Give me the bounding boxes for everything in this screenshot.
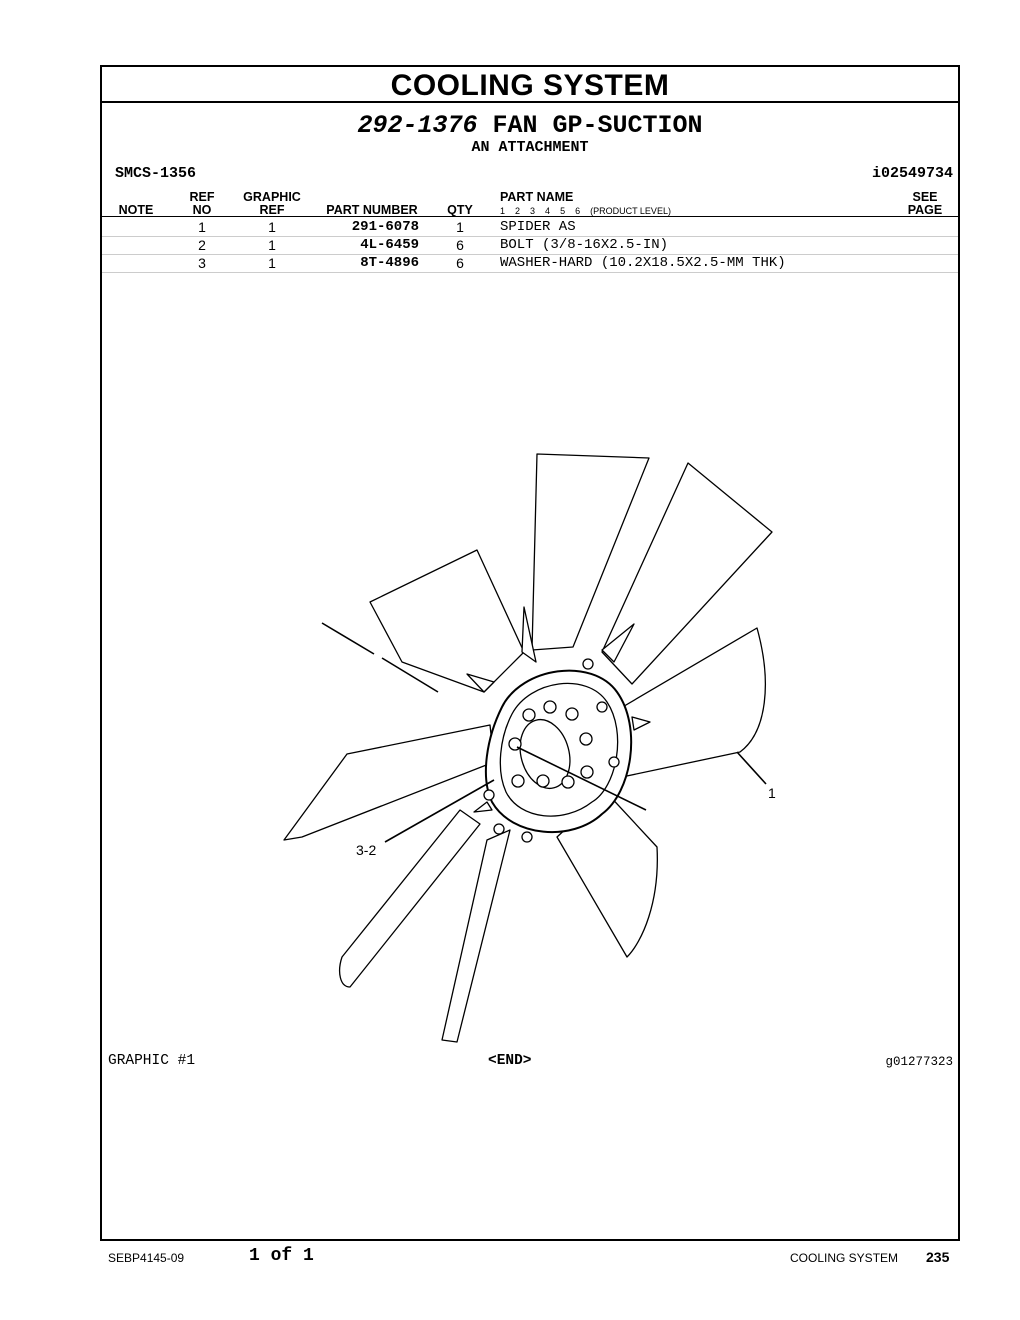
col-see-page-line2: PAGE [907,203,943,217]
ref-no: 3 [198,255,206,271]
col-qty-header: QTY [447,203,473,217]
footer-page-number: 235 [926,1249,950,1265]
graphic-code: g01277323 [885,1055,953,1069]
part-number[interactable]: 291-6078 [351,219,419,235]
callout-1: 1 [768,785,776,801]
group-subtitle: AN ATTACHMENT [471,139,589,156]
group-name: FAN GP-SUCTION [492,111,703,140]
col-ref-no-line1: REF [189,190,215,204]
graphic-label: GRAPHIC #1 [108,1053,196,1069]
col-part-name-header: PART NAME [500,190,574,204]
fan-blade [340,810,480,987]
col-ref-no-line2: NO [192,203,212,217]
part-name: WASHER-HARD (10.2X18.5X2.5-MM THK) [500,255,786,271]
section-title: COOLING SYSTEM [102,67,958,103]
graphic-ref: 1 [268,255,276,271]
footer-section: COOLING SYSTEM [790,1251,899,1265]
leader-line [322,623,374,654]
part-number[interactable]: 8T-4896 [360,255,419,271]
col-graphic-ref-line2: REF [259,203,285,217]
col-part-number-header: PART NUMBER [326,203,418,217]
illustration-id: i02549734 [871,165,953,182]
col-see-page-line1: SEE [912,190,938,204]
fan-blade [370,550,524,692]
product-level-label: (PRODUCT LEVEL) [590,206,671,216]
smcs-code: SMCS-1356 [115,165,197,182]
part-number[interactable]: 4L-6459 [360,237,419,253]
product-level-6: 6 [575,206,581,216]
graphic-ref: 1 [268,237,276,253]
product-level-5: 5 [560,206,566,216]
product-level-3: 3 [530,206,536,216]
product-level-4: 4 [545,206,551,216]
qty: 1 [456,219,464,235]
product-level-1: 1 [500,206,506,216]
ref-no: 1 [198,219,206,235]
ref-no: 2 [198,237,206,253]
spider-tip [474,802,492,812]
callout-3-2: 3-2 [356,842,377,858]
part-name: BOLT (3/8-16X2.5-IN) [500,237,669,253]
col-graphic-ref-line1: GRAPHIC [243,190,301,204]
footer-page-of: 1 of 1 [249,1246,314,1266]
parts-page-frame [100,65,960,1241]
footer-doc-number: SEBP4145-09 [108,1251,185,1265]
fan-blade [442,830,510,1042]
product-level-2: 2 [515,206,521,216]
end-mark: <END> [488,1053,532,1069]
group-number[interactable]: 292-1376 [357,111,478,140]
part-name: SPIDER AS [500,219,576,235]
graphic-ref: 1 [268,219,276,235]
col-note-header: NOTE [118,203,154,217]
leader-line [737,752,766,784]
qty: 6 [456,237,464,253]
qty: 6 [456,255,464,271]
